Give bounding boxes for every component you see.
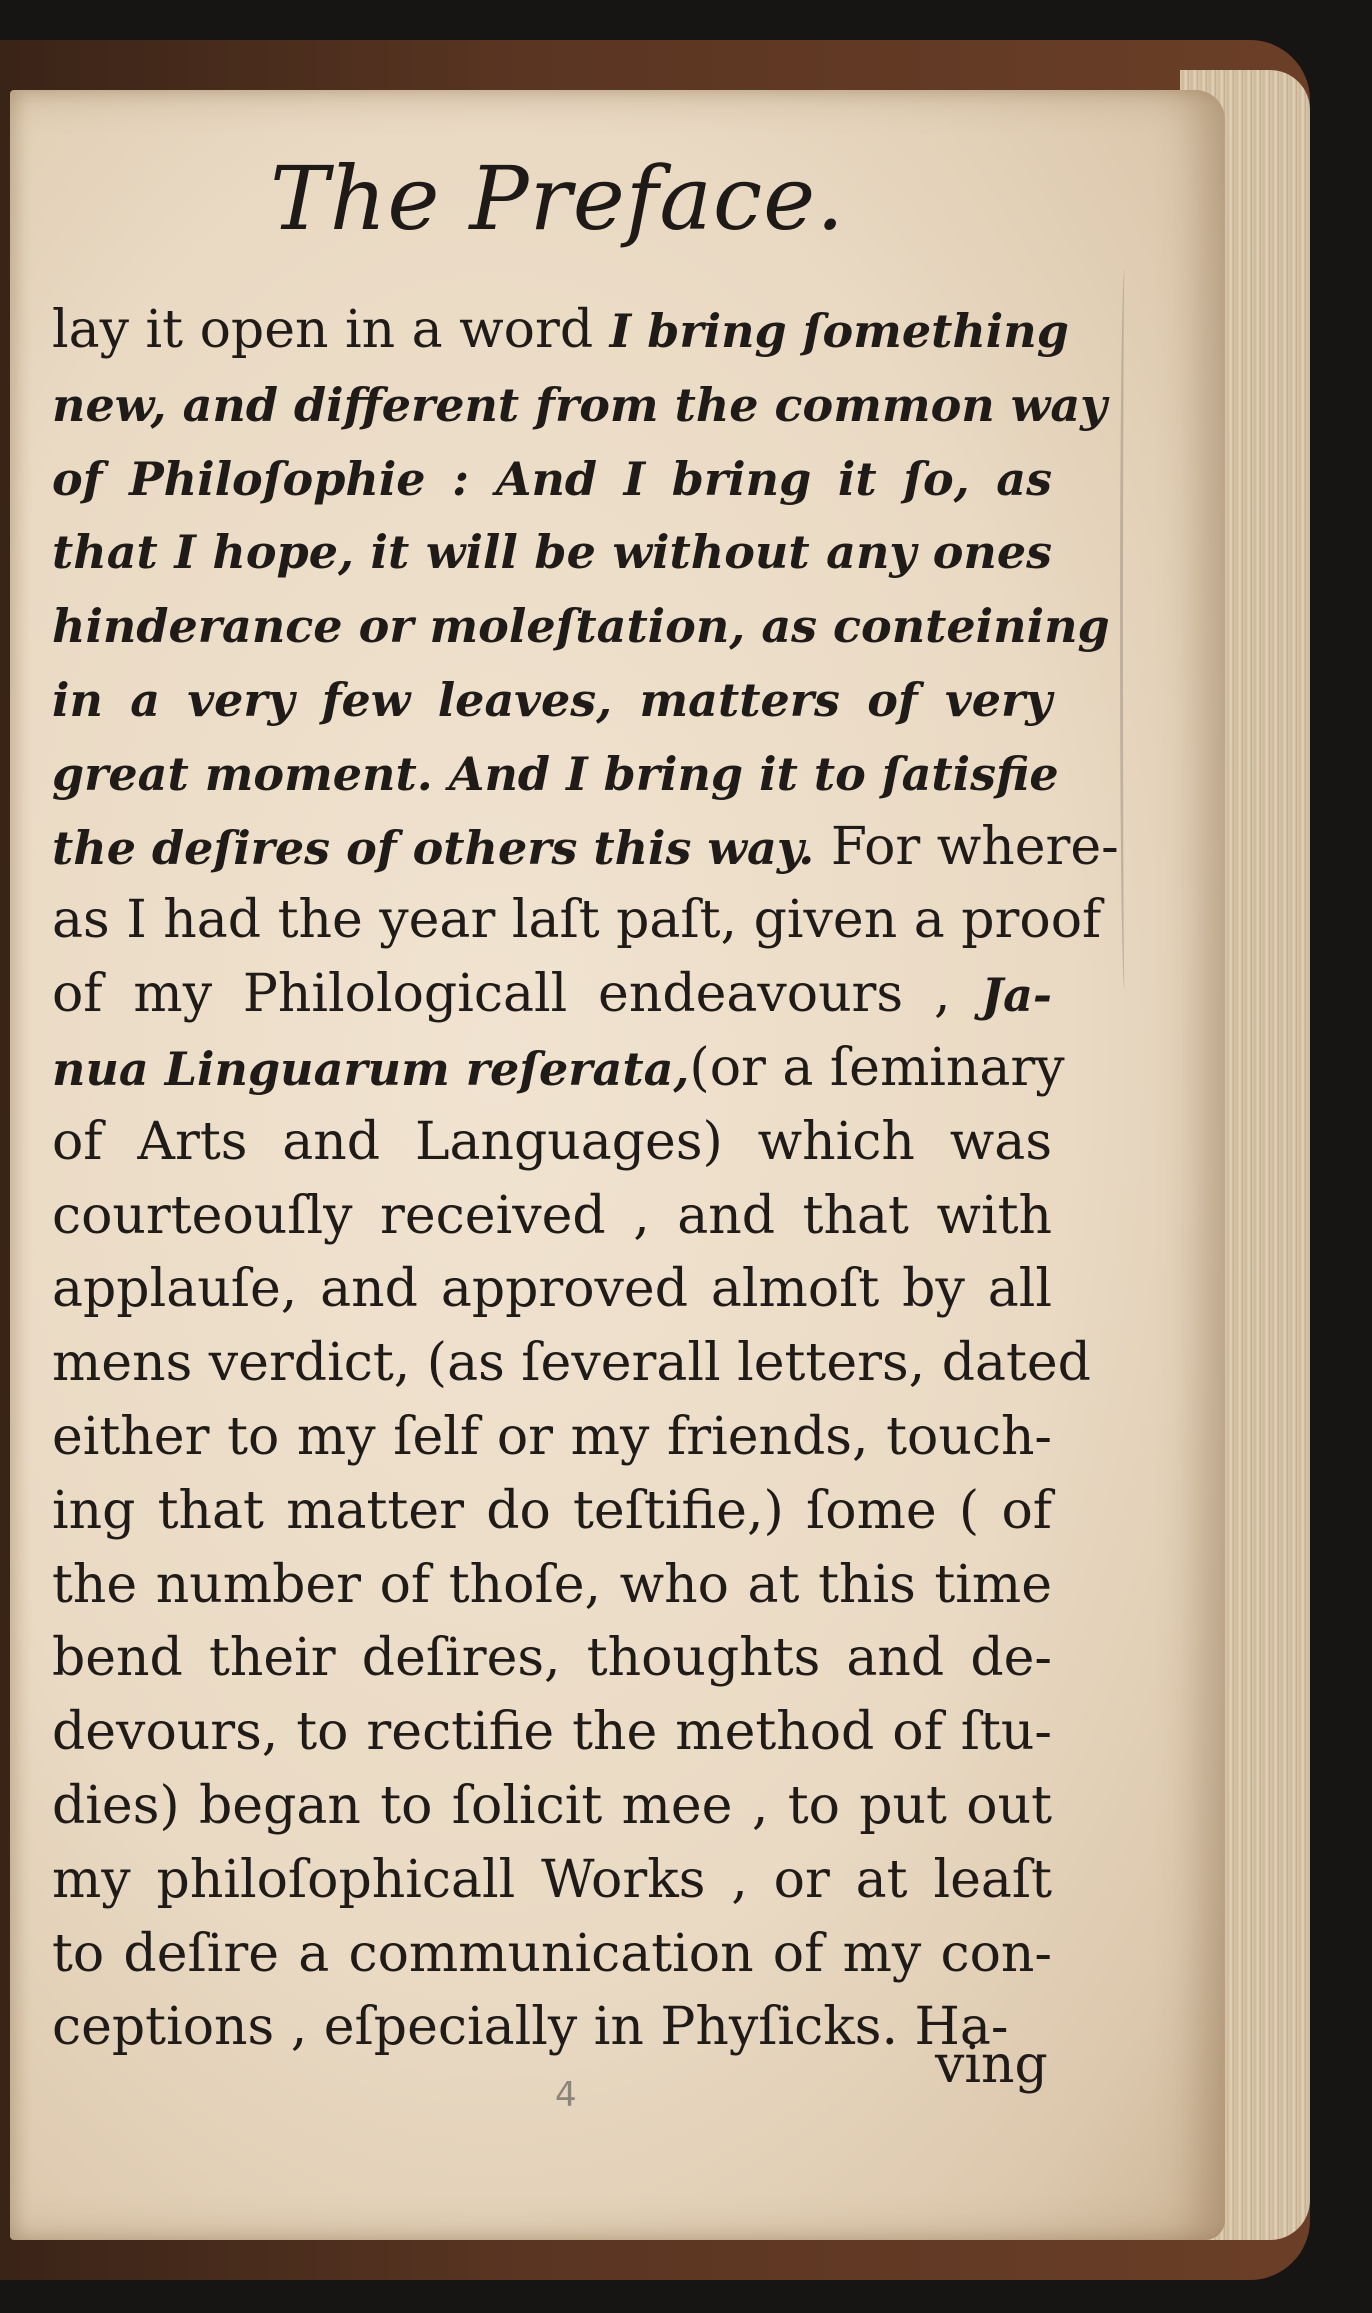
margin-pencil-mark <box>1120 270 1129 990</box>
text-line <box>52 1620 1052 1694</box>
roman-text: of my Philologicall endeavours , <box>52 964 982 1025</box>
text-line <box>52 882 1102 956</box>
text-line <box>52 587 1110 661</box>
text-line <box>52 661 1052 735</box>
roman-text: For where- <box>814 816 1119 877</box>
roman-text: ceptions , eſpecially in Phyſicks. Ha- <box>52 1997 1009 2058</box>
italic-text: that I hope, it will be without any ones <box>52 525 1052 580</box>
roman-text: to deſire a communication of my con- <box>52 1923 1052 1984</box>
text-line <box>52 735 1059 809</box>
text-line <box>52 513 1052 587</box>
text-line <box>52 956 1052 1030</box>
text-line <box>52 1694 1052 1768</box>
text-line <box>52 1325 1091 1399</box>
roman-text: bend their deſires, thoughts and de- <box>52 1628 1052 1689</box>
roman-text: lay it open in a word <box>52 300 610 360</box>
catchword: ving <box>935 2035 1048 2095</box>
text-line <box>52 292 1069 366</box>
body-text <box>52 292 1119 2063</box>
text-line <box>52 1842 1052 1916</box>
italic-text: of Philoſophie : And I bring it ſo, as <box>52 451 1052 506</box>
text-line <box>52 1399 1052 1473</box>
text-line <box>52 1178 1052 1252</box>
italic-text: great moment. And I bring it to ſatisfie <box>52 746 1059 801</box>
italic-text: in a very few leaves, matters of very <box>52 672 1052 727</box>
text-line <box>52 1989 1052 2063</box>
italic-text: nua Linguarum reſerata, <box>52 1041 690 1096</box>
roman-text: as I had the year laſt paſt, given a proof <box>52 890 1102 951</box>
text-line <box>52 1251 1052 1325</box>
roman-text: ing that matter do teſtifie,) ſome ( of <box>52 1480 1052 1541</box>
text-line <box>52 366 1107 440</box>
italic-text: hinderance or moleſtation, as conteining <box>52 599 1110 654</box>
roman-text: of Arts and Languages) which was <box>52 1111 1052 1172</box>
roman-text: courteouſly received , and that with <box>52 1185 1052 1246</box>
text-line <box>52 440 1052 514</box>
roman-text: mens verdict, (as ſeverall letters, dated <box>52 1333 1091 1394</box>
italic-text: the deſires of others this way. <box>52 820 815 875</box>
text-line <box>52 1030 1065 1104</box>
text-line <box>52 1916 1052 1990</box>
page-header: The Preface. <box>270 147 846 250</box>
roman-text: dies) began to ſolicit mee , to put out <box>52 1775 1052 1836</box>
roman-text: (or a ſeminary <box>689 1037 1065 1098</box>
italic-text: new, and different from the common way <box>52 377 1107 432</box>
roman-text: applauſe, and approved almoſt by all <box>52 1259 1052 1320</box>
text-line <box>52 1547 1052 1621</box>
pencil-page-number: 4 <box>555 2075 577 2115</box>
text-line <box>52 1104 1052 1178</box>
text-line <box>52 1473 1052 1547</box>
italic-text: Ja- <box>981 968 1052 1023</box>
text-line <box>52 809 1119 883</box>
roman-text: devours, to rectifie the method of ſtu- <box>52 1702 1052 1763</box>
roman-text: either to my ſelf or my friends, touch- <box>52 1406 1052 1467</box>
text-line <box>52 1768 1052 1842</box>
roman-text: my philoſophicall Works , or at leaſt <box>52 1849 1052 1910</box>
italic-text: I bring ſomething <box>609 304 1069 358</box>
roman-text: the number of thoſe, who at this time <box>52 1554 1052 1615</box>
